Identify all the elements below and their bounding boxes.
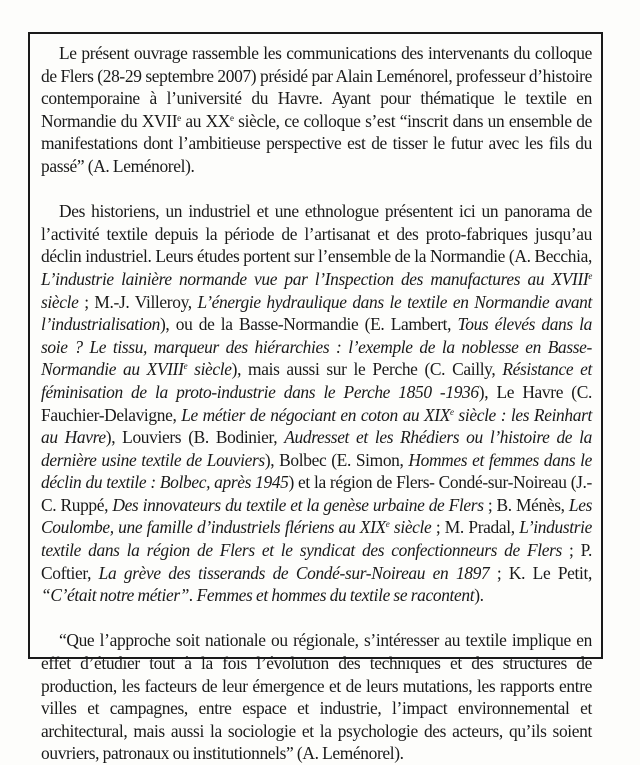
text-run: ; M. Pradal, bbox=[431, 517, 520, 538]
italic-title: e bbox=[450, 406, 454, 417]
text-run: e bbox=[230, 112, 234, 123]
text-run: Des historiens, un industriel et une ethnologue présentent ici un panorama de l’activité textile depuis la période de l’artisanat et des proto-fabriques jusqu’au déclin industriel. Leurs études portent sur l’ensemble de la Normandie (A. Becchia, bbox=[41, 201, 592, 267]
text-run: ), mais aussi sur le Perche (C. Cailly, bbox=[231, 359, 503, 380]
italic-title: L’industrie lainière normande vue par l’Inspection des manufactures au XVIII bbox=[41, 268, 589, 289]
italic-title: Tous élevés dans la soie ? Le tissu, marqueur des hiérarchies : l’exemple de la noblesse en Basse-Normandie au XVIII bbox=[41, 314, 592, 380]
italic-title: siècle : les Reinhart au Havre bbox=[41, 404, 592, 448]
text-run: ; B. Ménès, bbox=[483, 494, 569, 515]
text-run: ), Louviers (B. Bodinier, bbox=[105, 427, 285, 448]
paragraph-studies bbox=[41, 200, 592, 607]
italic-title: Des innovateurs du textile et la genèse urbaine de Flers bbox=[112, 494, 484, 515]
text-run: ; K. Le Petit, bbox=[489, 562, 592, 583]
italic-title: siècle bbox=[389, 517, 432, 538]
italic-title: e bbox=[385, 519, 390, 530]
paragraph-intro bbox=[41, 42, 592, 178]
text-run: ). bbox=[474, 585, 484, 606]
text-run: Le présent ouvrage rassemble les communications des intervenants du colloque de Flers (28-29 septembre 2007) présidé par Alain Leménorel, professeur d’histoire contemporaine à l’université du Havre. Ayant pour thématique le textile en Normandie du XVII bbox=[41, 43, 592, 131]
text-run: ) et la région de Flers- Condé-sur-Noireau (J.-C. Ruppé, bbox=[41, 472, 592, 515]
italic-title: Résistance et féminisation de la proto-industrie dans le Perche 1850 -1936 bbox=[41, 359, 593, 402]
italic-title: siècle bbox=[187, 359, 232, 380]
text-run: ), Le Havre (C. Fauchier-Delavigne, bbox=[41, 381, 592, 425]
text-run: ), ou de la Basse-Normandie (E. Lambert, bbox=[159, 314, 458, 335]
italic-title: Le métier de négociant en coton au XIX bbox=[181, 404, 451, 425]
italic-title: “C’était notre métier”. Femmes et hommes du textile se racontent bbox=[41, 585, 475, 606]
italic-title: Les Coulombe, une famille d’industriels flériens au XIX bbox=[41, 494, 592, 538]
text-run: siècle, ce colloque s’est “inscrit dans un ensemble de manifestations dont l’ambitieuse perspective est de tisser le futur avec les fils du passé” (A. Leménorel). bbox=[41, 110, 592, 176]
text-run: “Que l’approche soit nationale ou régionale, s’intéresser au textile implique en effet d’étudier tout à la fois l’évolution des techniques et des structures de production, les facteurs de leur émergence et de leurs mutations, les rapports entre villes et campagnes, entre espace et industrie, l’impact environnemental et architectural, mais aussi la sociologie et la psychologie des acteurs, qu’ils soient ouvriers, patronaux ou institutionnels” (A. Leménorel). bbox=[41, 630, 592, 764]
text-run: ), Bolbec (E. Simon, bbox=[264, 449, 409, 470]
document-body bbox=[41, 42, 592, 765]
text-run: e bbox=[177, 112, 181, 123]
italic-title: Audresset et les Rhédiers ou l’histoire de la dernière usine textile de Louviers bbox=[41, 427, 592, 470]
italic-title: siècle bbox=[41, 291, 79, 312]
text-run: ; M.-J. Villeroy, bbox=[78, 291, 198, 312]
italic-title: La grève des tisserands de Condé-sur-Noireau en 1897 bbox=[98, 562, 490, 583]
paragraph-quote bbox=[41, 629, 592, 765]
italic-title: L’énergie hydraulique dans le textile en Normandie avant l’industrialisation bbox=[41, 291, 592, 335]
italic-title: Hommes et femmes dans le déclin du textile : Bolbec, après 1945 bbox=[41, 449, 592, 493]
italic-title: e bbox=[183, 361, 188, 372]
italic-title: L’industrie textile dans la région de Flers et le syndicat des confectionneurs de Flers bbox=[41, 517, 592, 561]
text-run: ; P. Coftier, bbox=[41, 540, 592, 583]
text-run: au XX bbox=[180, 110, 230, 131]
italic-title: e bbox=[588, 270, 592, 281]
